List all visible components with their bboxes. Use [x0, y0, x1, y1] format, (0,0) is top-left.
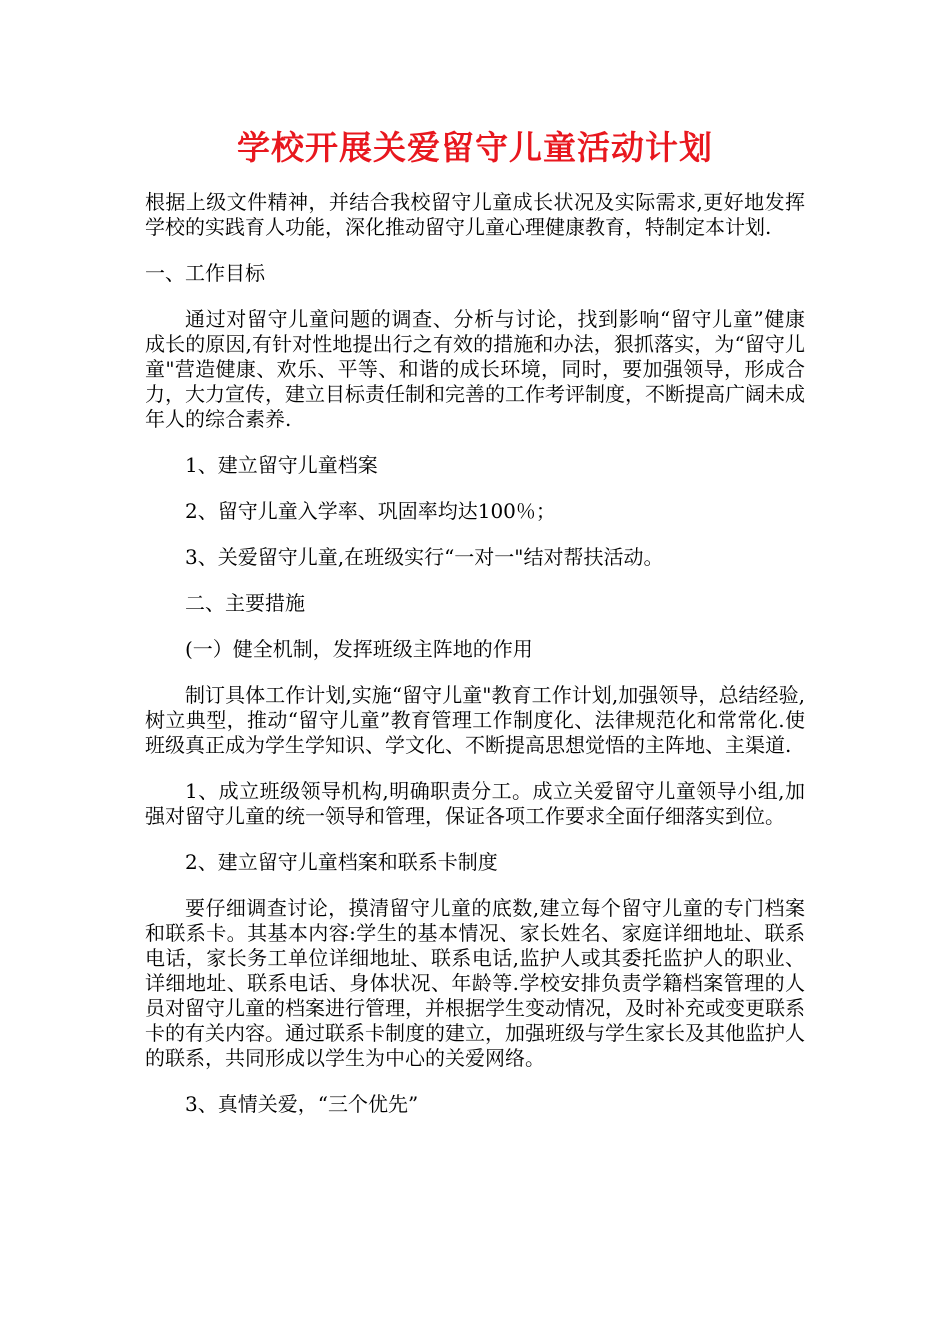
mechanism-paragraph: 制订具体工作计划,实施“留守儿童"教育工作计划,加强领导，总结经验,树立典型，推动“留守儿童”教育管理工作制度化、法律规范化和常常化.使班级真正成为学生学知识、学文化、不断提高思想觉悟的主阵地、主渠道.: [145, 683, 805, 757]
subsection-heading-mechanism: (一）健全机制，发挥班级主阵地的作用: [185, 637, 533, 661]
section-heading-work-goals: 一、工作目标: [145, 261, 265, 285]
goal-item-3: 3、关爱留守儿童,在班级实行“一对一"结对帮扶活动。: [185, 545, 664, 569]
document-body: [145, 190, 805, 1138]
measure-item-1-paragraph: 1、成立班级领导机构,明确职责分工。成立关爱留守儿童领导小组,加强对留守儿童的统一领导和管理，保证各项工作要求全面仔细落实到位。: [145, 779, 805, 828]
measure-item-3-heading: 3、真情关爱，“三个优先”: [185, 1092, 419, 1116]
goals-paragraph: 通过对留守儿童问题的调查、分析与讨论，找到影响“留守儿童”健康成长的原因,有针对性地提出行之有效的措施和办法，狠抓落实，为“留守儿童"营造健康、欢乐、平等、和谐的成长环境，同时，要加强领导，形成合力，大力宣传，建立目标责任制和完善的工作考评制度，不断提高广阔未成年人的综合素养.: [145, 307, 805, 431]
intro-paragraph: 根据上级文件精神，并结合我校留守儿童成长状况及实际需求,更好地发挥学校的实践育人功能，深化推动留守儿童心理健康教育，特制定本计划.: [145, 190, 805, 239]
goal-item-2: 2、留守儿童入学率、巩固率均达100％；: [185, 499, 556, 523]
archive-paragraph: 要仔细调查讨论，摸清留守儿童的底数,建立每个留守儿童的专门档案和联系卡。其基本内容:学生的基本情况、家长姓名、家庭详细地址、联系电话，家长务工单位详细地址、联系电话,监护人或其委托监护人的职业、详细地址、联系电话、身体状况、年龄等.学校安排负责学籍档案管理的人员对留守儿童的档案进行管理，并根据学生变动情况，及时补充或变更联系卡的有关内容。通过联系卡制度的建立，加强班级与学生家长及其他监护人的联系，共同形成以学生为中心的关爱网络。: [145, 896, 805, 1070]
measure-item-2-heading: 2、建立留守儿童档案和联系卡制度: [185, 850, 498, 874]
section-heading-main-measures: 二、主要措施: [185, 591, 305, 615]
goal-item-1: 1、建立留守儿童档案: [185, 453, 378, 477]
document-title: 学校开展关爱留守儿童活动计划: [237, 128, 713, 167]
